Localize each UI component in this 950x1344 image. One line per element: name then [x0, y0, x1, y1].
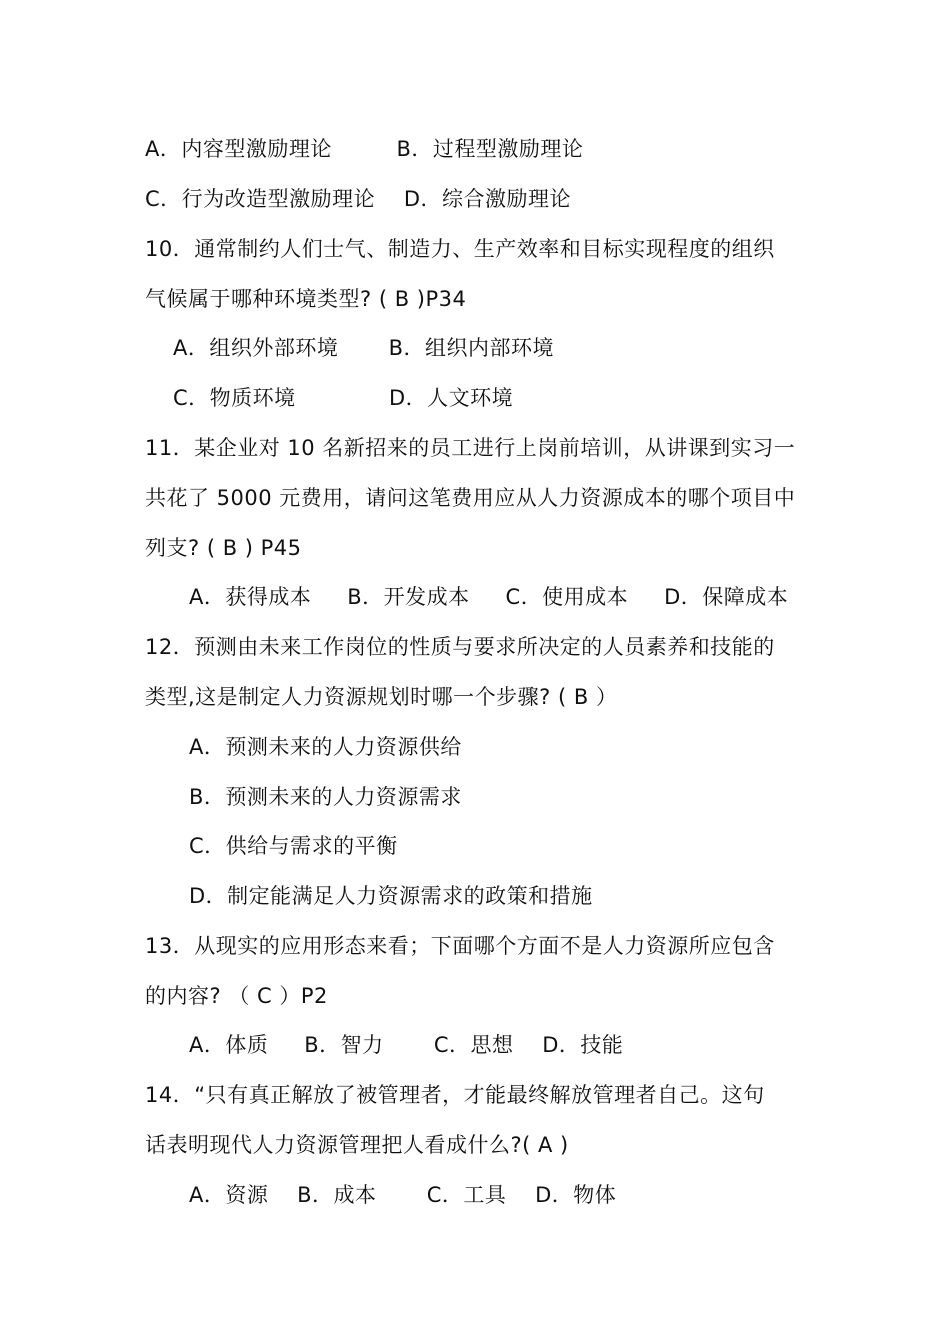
q11-text-line-2: 共花了 5000 元费用，请问这笔费用应从人力资源成本的哪个项目中 [145, 486, 796, 510]
q10-text-line-1: 10．通常制约人们士气、制造力、生产效率和目标实现程度的组织 [145, 237, 775, 261]
q12-text-line-2: 类型,这是制定人力资源规划时哪一个步骤? ( B ） [145, 685, 618, 709]
q13-text-line-2: 的内容? （ C ）P2 [145, 984, 328, 1008]
q14-text-line-2: 话表明现代人力资源管理把人看成什么?( A ) [145, 1133, 569, 1157]
q12-option-b: B．预测未来的人力资源需求 [189, 785, 462, 809]
q12-text-line-1: 12．预测由未来工作岗位的性质与要求所决定的人员素养和技能的 [145, 635, 775, 659]
q14-options-row: A．资源 B．成本 C．工具 D．物体 [189, 1183, 617, 1207]
q11-text-line-1: 11．某企业对 10 名新招来的员工进行上岗前培训，从讲课到实习一 [145, 436, 796, 460]
q12-option-c: C．供给与需求的平衡 [189, 834, 398, 858]
q14-text-line-1: 14．“只有真正解放了被管理者，才能最终解放管理者自己。这句 [145, 1083, 765, 1107]
q9-options-row-1: A．内容型激励理论 B．过程型激励理论 [145, 137, 584, 161]
q13-text-line-1: 13．从现实的应用形态来看；下面哪个方面不是人力资源所应包含 [145, 934, 775, 958]
q12-option-a: A．预测未来的人力资源供给 [189, 735, 462, 759]
q13-options-row: A．体质 B．智力 C．思想 D．技能 [189, 1033, 624, 1057]
q10-options-row-1: A．组织外部环境 B．组织内部环境 [173, 336, 554, 360]
q9-options-row-2: C．行为改造型激励理论 D．综合激励理论 [145, 187, 572, 211]
q11-text-line-3: 列支? ( B ) P45 [145, 536, 302, 560]
q10-options-row-2: C．物质环境 D．人文环境 [173, 386, 514, 410]
q11-options-row: A．获得成本 B．开发成本 C．使用成本 D．保障成本 [189, 585, 789, 609]
q12-option-d: D．制定能满足人力资源需求的政策和措施 [189, 884, 593, 908]
q10-text-line-2: 气候属于哪种环境类型? ( B )P34 [145, 287, 467, 311]
